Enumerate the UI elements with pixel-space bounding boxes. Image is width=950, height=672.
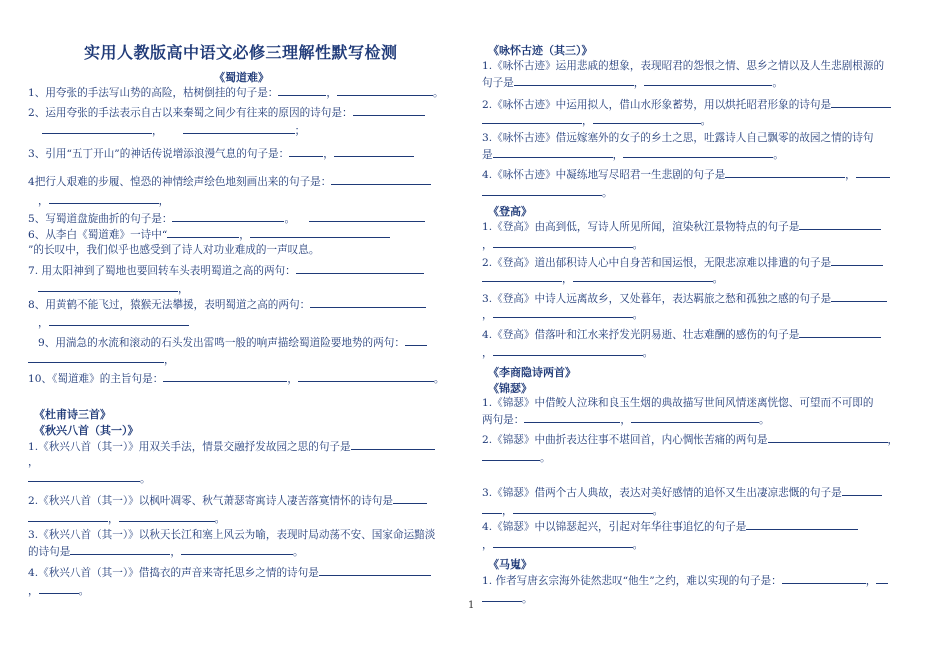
question-line: 句子是 ， 。: [482, 74, 922, 91]
answer-line: ， 。: [482, 502, 922, 519]
section-heading-lishangyin: 《李商隐诗两首》: [488, 366, 576, 379]
question-line: 2.《锦瑟》中曲折表达往事不堪回首，内心惆怅苦痛的两句是 ，: [482, 431, 922, 448]
answer-line: 。: [28, 470, 468, 487]
answer-line: ， ；: [28, 122, 482, 139]
question-line: 3.《秋兴八首（其一）》以秋天长江和塞上风云为喻，表现时局动荡不安、国家命运黯淡: [28, 529, 436, 541]
answer-line: ， 。: [482, 236, 922, 253]
question-line: 4把行人艰难的步履、惶恐的神情绘声绘色地刻画出来的句子是：: [28, 173, 468, 190]
answer-line: ， 。: [482, 112, 922, 129]
answer-line: ，: [28, 314, 478, 331]
answer-line: 。: [482, 449, 922, 466]
question-line: 1. 作者写唐玄宗海外徒然悲叹“他生”之约，难以实现的句子是： ，: [482, 572, 922, 589]
answer-line: ， 。: [482, 270, 922, 287]
question-line: 3.《登高》中诗人远离故乡，又处暮年，表达羁旅之愁和孤独之感的句子是: [482, 290, 922, 307]
answer-line: ， 。: [482, 536, 922, 553]
section-heading-dufu: 《杜甫诗三首》: [34, 408, 111, 421]
question-line: 1.《锦瑟》中借鲛人泣珠和良玉生烟的典故描写世间风情迷离恍惚、可望而不可即的: [482, 397, 874, 409]
question-line: 是 ， 。: [482, 146, 922, 163]
answer-line: ，: [28, 351, 468, 368]
answer-line: ， 。: [482, 306, 922, 323]
answer-line: ， ，: [28, 192, 478, 209]
question-line: 1.《咏怀古迹》运用悲戚的想象，表现昭君的怨恨之情、思乡之情以及人生悲剧根源的: [482, 60, 885, 72]
section-heading-mawei: 《马嵬》: [488, 558, 532, 571]
question-line: 4.《登高》借落叶和江水来抒发光阴易逝、壮志难酬的感伤的句子是: [482, 326, 922, 343]
answer-line: ， 。: [28, 510, 468, 527]
question-line: 2.《咏怀古迹》中运用拟人，借山水形象蓄势，用以烘托昭君形象的诗句是: [482, 96, 922, 113]
section-heading-denggao: 《登高》: [488, 205, 532, 218]
answer-line: 。: [482, 590, 922, 607]
answer-line: ， 。: [28, 582, 468, 599]
answer-line: ，: [28, 456, 39, 468]
section-heading-shudaonan: 《蜀道难》: [214, 71, 269, 84]
answer-line: ，: [28, 280, 478, 297]
question-line: 1、用夸张的手法写山势的高险，枯树倒挂的句子是： ， 。: [28, 84, 468, 101]
question-line: 5、写蜀道盘旋曲折的句子是： 。: [28, 210, 468, 227]
question-line: 3.《咏怀古迹》借远嫁塞外的女子的乡土之思，吐露诗人自己飘零的故园之情的诗句: [482, 132, 874, 144]
answer-line: ， 。: [482, 344, 922, 361]
question-line: 3、引用“五丁开山”的神话传说增添浪漫气息的句子是： ，: [28, 145, 468, 162]
section-heading-jinse: 《锦瑟》: [488, 382, 532, 395]
answer-line: 。: [482, 184, 922, 201]
question-line: 8、用黄鹤不能飞过，猿猴无法攀援，表明蜀道之高的两句：: [28, 296, 468, 313]
question-line: 7. 用太阳神到了蜀地也要回转车头表明蜀道之高的两句：: [28, 262, 468, 279]
question-line: 2、运用夸张的手法表示自古以来秦蜀之间少有往来的原因的诗句是：: [28, 104, 468, 121]
question-line: 2.《秋兴八首（其一）》以枫叶凋零、秋气萧瑟寄寓诗人凄苦落寞情怀的诗句是: [28, 492, 468, 509]
section-heading-yonghuai: 《咏怀古迹（其三）》: [488, 44, 593, 57]
question-line: 3.《锦瑟》借两个古人典故，表达对美好感情的追怀又生出凄凉悲慨的句子是: [482, 484, 922, 501]
question-line: 两句是： ， 。: [482, 411, 922, 428]
question-line: 10、《蜀道难》的主旨句是： ， 。: [28, 370, 468, 387]
page-title: 实用人教版高中语文必修三理解性默写检测: [84, 43, 398, 62]
page-number: 1: [468, 600, 475, 611]
question-line: 4.《咏怀古迹》中凝练地写尽昭君一生悲剧的句子是 ，: [482, 166, 922, 183]
question-line: 4.《秋兴八首（其一）》借捣衣的声音来寄托思乡之情的诗句是: [28, 564, 468, 581]
question-line: 1.《登高》由高到低，写诗人所见所闻，渲染秋江景物特点的句子是: [482, 218, 922, 235]
question-line: 2.《登高》道出郁积诗人心中自身苦和国运恨，无限悲凉难以排遣的句子是: [482, 254, 922, 271]
question-line: 9、用湍急的水流和滚动的石头发出雷鸣一般的响声描绘蜀道险要地势的两句：: [28, 334, 478, 351]
question-line: 6、从李白《蜀道难》一诗中“ ，: [28, 226, 468, 243]
question-line: 1.《秋兴八首（其一）》用双关手法，情景交融抒发故园之思的句子是: [28, 438, 468, 455]
section-heading-qiuxing: 《秋兴八首（其一）》: [34, 424, 139, 437]
question-line: ”的长叹中，我们似乎也感受到了诗人对功业难成的一声叹息。: [28, 244, 320, 256]
question-line: 4.《锦瑟》中以锦瑟起兴，引起对年华往事追忆的句子是: [482, 518, 922, 535]
question-line: 的诗句是 ， 。: [28, 543, 468, 560]
